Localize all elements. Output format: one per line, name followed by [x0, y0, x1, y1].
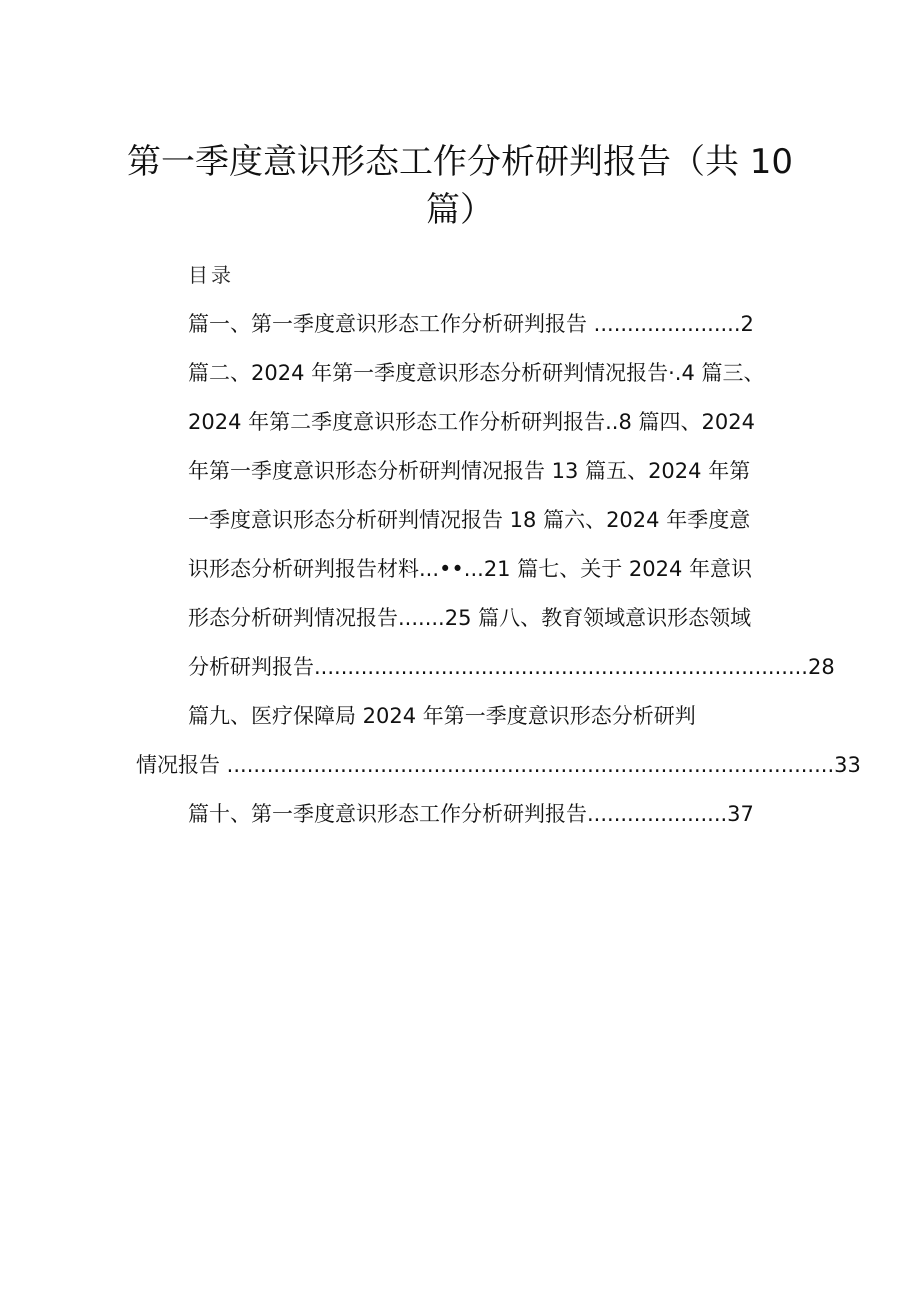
- toc-line[interactable]: 一季度意识形态分析研判情况报告 18 篇六、2024 年季度意: [188, 508, 751, 532]
- toc-line[interactable]: 形态分析研判情况报告.......25 篇八、教育领域意识形态领域: [188, 606, 752, 630]
- toc-line[interactable]: 篇二、2024 年第一季度意识形态分析研判情况报告·.4 篇三、: [188, 361, 765, 385]
- toc-heading: 目录: [188, 263, 234, 287]
- toc-line[interactable]: 情况报告 ...........................................................................................33: [136, 753, 861, 777]
- document-title-line-1: 第一季度意识形态工作分析研判报告（共 10: [126, 142, 794, 182]
- toc-line[interactable]: 年第一季度意识形态分析研判情况报告 13 篇五、2024 年第: [188, 459, 751, 483]
- toc-line[interactable]: 识形态分析研判报告材料...••...21 篇七、关于 2024 年意识: [188, 557, 753, 581]
- toc-line[interactable]: 篇九、医疗保障局 2024 年第一季度意识形态分析研判: [188, 704, 696, 728]
- document-title-line-2: 篇）: [426, 190, 494, 230]
- toc-line[interactable]: 篇十、第一季度意识形态工作分析研判报告.....................37: [188, 802, 754, 826]
- document-title: [110, 138, 810, 234]
- toc-line[interactable]: 分析研判报告..........................................................................28: [188, 655, 835, 679]
- toc-line[interactable]: 2024 年第二季度意识形态工作分析研判报告..8 篇四、2024: [188, 410, 755, 434]
- toc-line[interactable]: 篇一、第一季度意识形态工作分析研判报告 ......................2: [188, 312, 754, 336]
